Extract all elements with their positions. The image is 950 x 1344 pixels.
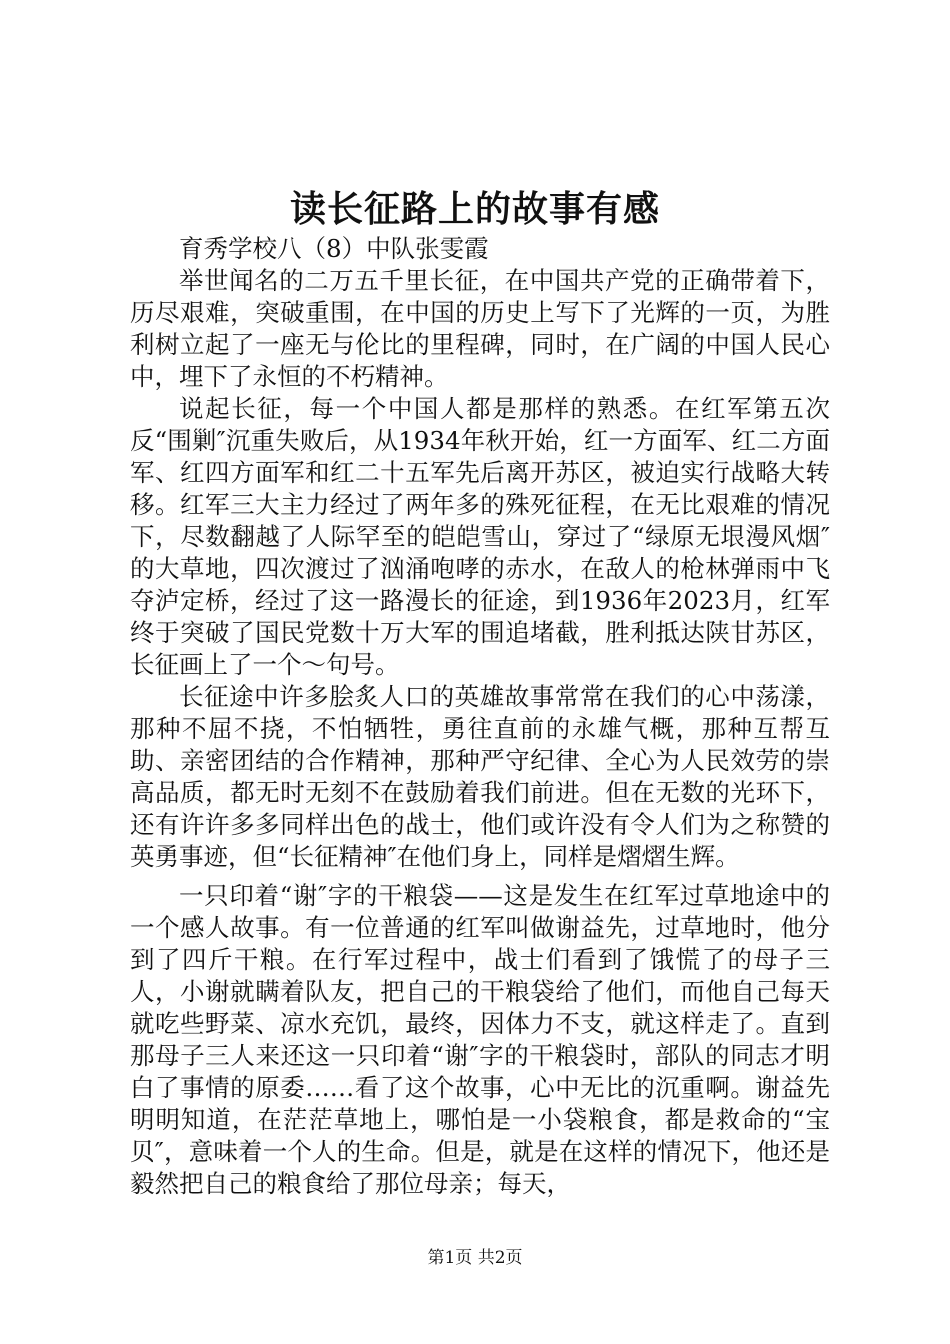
paragraph-3: 长征途中许多脍炙人口的英雄故事常常在我们的心中荡漾，那种不屈不挠，不怕牺牲，勇往直前的永雄气概，那种互帮互助、亲密团结的合作精神，那种严守纪律、全心为人民效劳的崇高品质，都无时无刻不在鼓励着我们前进。但在无数的光环下，还有许许多多同样出色的战士，他们或许没有令人们为之称赞的英勇事迹，但“长征精神″在他们身上，同样是熠熠生辉。 <box>130 682 830 871</box>
document-body <box>130 233 830 1200</box>
author-line: 育秀学校八（8）中队张雯霞 <box>179 234 489 263</box>
paragraph-1: 举世闻名的二万五千里长征，在中国共产党的正确带着下，历尽艰难，突破重围，在中国的历史上写下了光辉的一页，为胜利树立起了一座无与伦比的里程碑，同时，在广阔的中国人民心中，埋下了永恒的不朽精神。 <box>130 266 830 391</box>
paragraph-2: 说起长征，每一个中国人都是那样的熟悉。在红军第五次反“围剿″沉重失败后，从1934年秋开始，红一方面军、红二方面军、红四方面军和红二十五军先后离开苏区，被迫实行战略大转移。红军三大主力经过了两年多的殊死征程，在无比艰难的情况下，尽数翻越了人际罕至的皑皑雪山，穿过了“绿原无垠漫风烟″的大草地，四次渡过了汹涌咆哮的赤水，在敌人的枪林弹雨中飞夺泸定桥，经过了这一路漫长的征途，到1936年2023月，红军终于突破了国民党数十万大军的围追堵截，胜利抵达陕甘苏区，长征画上了一个～句号。 <box>130 394 830 679</box>
document-title: 读长征路上的故事有感 <box>289 188 660 230</box>
page-footer: 第1页 共2页 <box>427 1248 523 1268</box>
paragraph-4: 一只印着“谢″字的干粮袋——这是发生在红军过草地途中的一个感人故事。有一位普通的红军叫做谢益先，过草地时，他分到了四斤干粮。在行军过程中，战士们看到了饿慌了的母子三人，小谢就瞒着队友，把自己的干粮袋给了他们，而他自己每天就吃些野菜、凉水充饥，最终，因体力不支，就这样走了。直到那母子三人来还这一只印着“谢″字的干粮袋时，部队的同志才明白了事情的原委……看了这个故事，心中无比的沉重啊。谢益先明明知道，在茫茫草地上，哪怕是一小袋粮食，都是救命的“宝贝″，意味着一个人的生命。但是，就是在这样的情况下，他还是毅然把自己的粮食给了那位母亲；每天， <box>130 881 830 1198</box>
